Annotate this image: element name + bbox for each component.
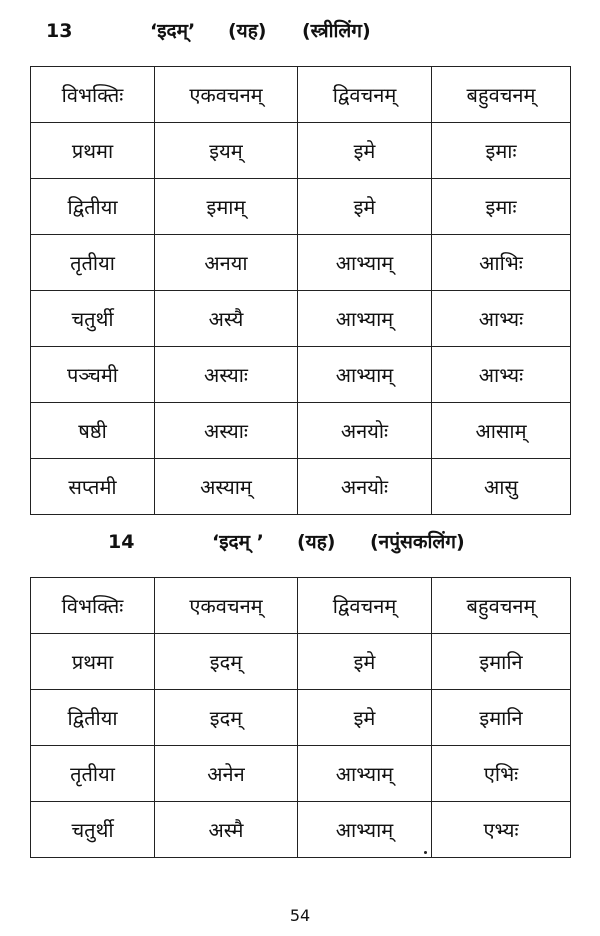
table-cell: चतुर्थी: [31, 802, 155, 858]
table-cell: तृतीया: [31, 746, 155, 802]
table-cell: अस्याम्: [155, 459, 298, 515]
section-13-number: 13: [46, 20, 73, 42]
section-13-gender: (स्त्रीलिंग): [302, 20, 371, 42]
table-cell: द्वितीया: [31, 690, 155, 746]
table-cell: इयम्: [155, 123, 298, 179]
declension-table-feminine: [30, 66, 571, 515]
table-cell: इमे: [298, 690, 432, 746]
table-cell: अस्याः: [155, 403, 298, 459]
table-row: [31, 746, 571, 802]
section-14-heading: [0, 527, 600, 557]
header-cell: एकवचनम्: [155, 578, 298, 634]
table-cell: आभ्याम्: [298, 746, 432, 802]
table-cell: आभ्याम्: [298, 235, 432, 291]
table-cell: तृतीया: [31, 235, 155, 291]
table-cell: इदम्: [155, 634, 298, 690]
table-cell: इमानि: [432, 634, 571, 690]
section-14-number: 14: [108, 531, 135, 553]
table-row: [31, 459, 571, 515]
table-cell: इमे: [298, 634, 432, 690]
table-row: [31, 235, 571, 291]
table-cell: द्वितीया: [31, 179, 155, 235]
section-13-meaning: (यह): [228, 20, 267, 42]
header-cell: बहुवचनम्: [432, 578, 571, 634]
table-cell: प्रथमा: [31, 634, 155, 690]
table-cell: आभ्यः: [432, 347, 571, 403]
table-cell: इमाः: [432, 179, 571, 235]
table-row: [31, 347, 571, 403]
table-cell: अनेन: [155, 746, 298, 802]
header-cell: विभक्तिः: [31, 67, 155, 123]
header-cell: बहुवचनम्: [432, 67, 571, 123]
table-cell: इमानि: [432, 690, 571, 746]
section-13-word: ‘इदम्’: [150, 20, 196, 42]
table-cell: षष्ठी: [31, 403, 155, 459]
table-cell: अस्याः: [155, 347, 298, 403]
table-header-row: [31, 578, 571, 634]
table-cell: पञ्चमी: [31, 347, 155, 403]
header-cell: द्विवचनम्: [298, 67, 432, 123]
table-cell: प्रथमा: [31, 123, 155, 179]
table-cell: अनयोः: [298, 459, 432, 515]
table-cell: एभ्यः: [432, 802, 571, 858]
table-cell: एभिः: [432, 746, 571, 802]
table-header-row: [31, 67, 571, 123]
section-14-gender: (नपुंसकलिंग): [370, 531, 465, 553]
table-row: [31, 291, 571, 347]
section-13-heading: [0, 16, 600, 46]
table-cell: इमे: [298, 123, 432, 179]
table-cell: चतुर्थी: [31, 291, 155, 347]
table-cell: अस्मै: [155, 802, 298, 858]
table-row: [31, 123, 571, 179]
table-cell: आभ्याम्: [298, 802, 432, 858]
stray-dot: [424, 851, 427, 854]
page-number: 54: [289, 906, 311, 925]
table-row: [31, 802, 571, 858]
table-cell: इमाम्: [155, 179, 298, 235]
table-cell: आसु: [432, 459, 571, 515]
table-cell: इमाः: [432, 123, 571, 179]
header-cell: विभक्तिः: [31, 578, 155, 634]
table-cell: आभ्याम्: [298, 291, 432, 347]
declension-table-neuter: [30, 577, 571, 858]
table-cell: आभ्याम्: [298, 347, 432, 403]
section-14-meaning: (यह): [297, 531, 336, 553]
table-row: [31, 634, 571, 690]
table-cell: आभ्यः: [432, 291, 571, 347]
table-row: [31, 690, 571, 746]
table-cell: आसाम्: [432, 403, 571, 459]
table-cell: इदम्: [155, 690, 298, 746]
table-row: [31, 179, 571, 235]
table-cell: सप्तमी: [31, 459, 155, 515]
section-14-word: ‘इदम् ’: [212, 531, 264, 553]
table-row: [31, 403, 571, 459]
header-cell: एकवचनम्: [155, 67, 298, 123]
table-cell: आभिः: [432, 235, 571, 291]
table-cell: अनयोः: [298, 403, 432, 459]
table-cell: अनया: [155, 235, 298, 291]
header-cell: द्विवचनम्: [298, 578, 432, 634]
table-cell: अस्यै: [155, 291, 298, 347]
table-cell: इमे: [298, 179, 432, 235]
